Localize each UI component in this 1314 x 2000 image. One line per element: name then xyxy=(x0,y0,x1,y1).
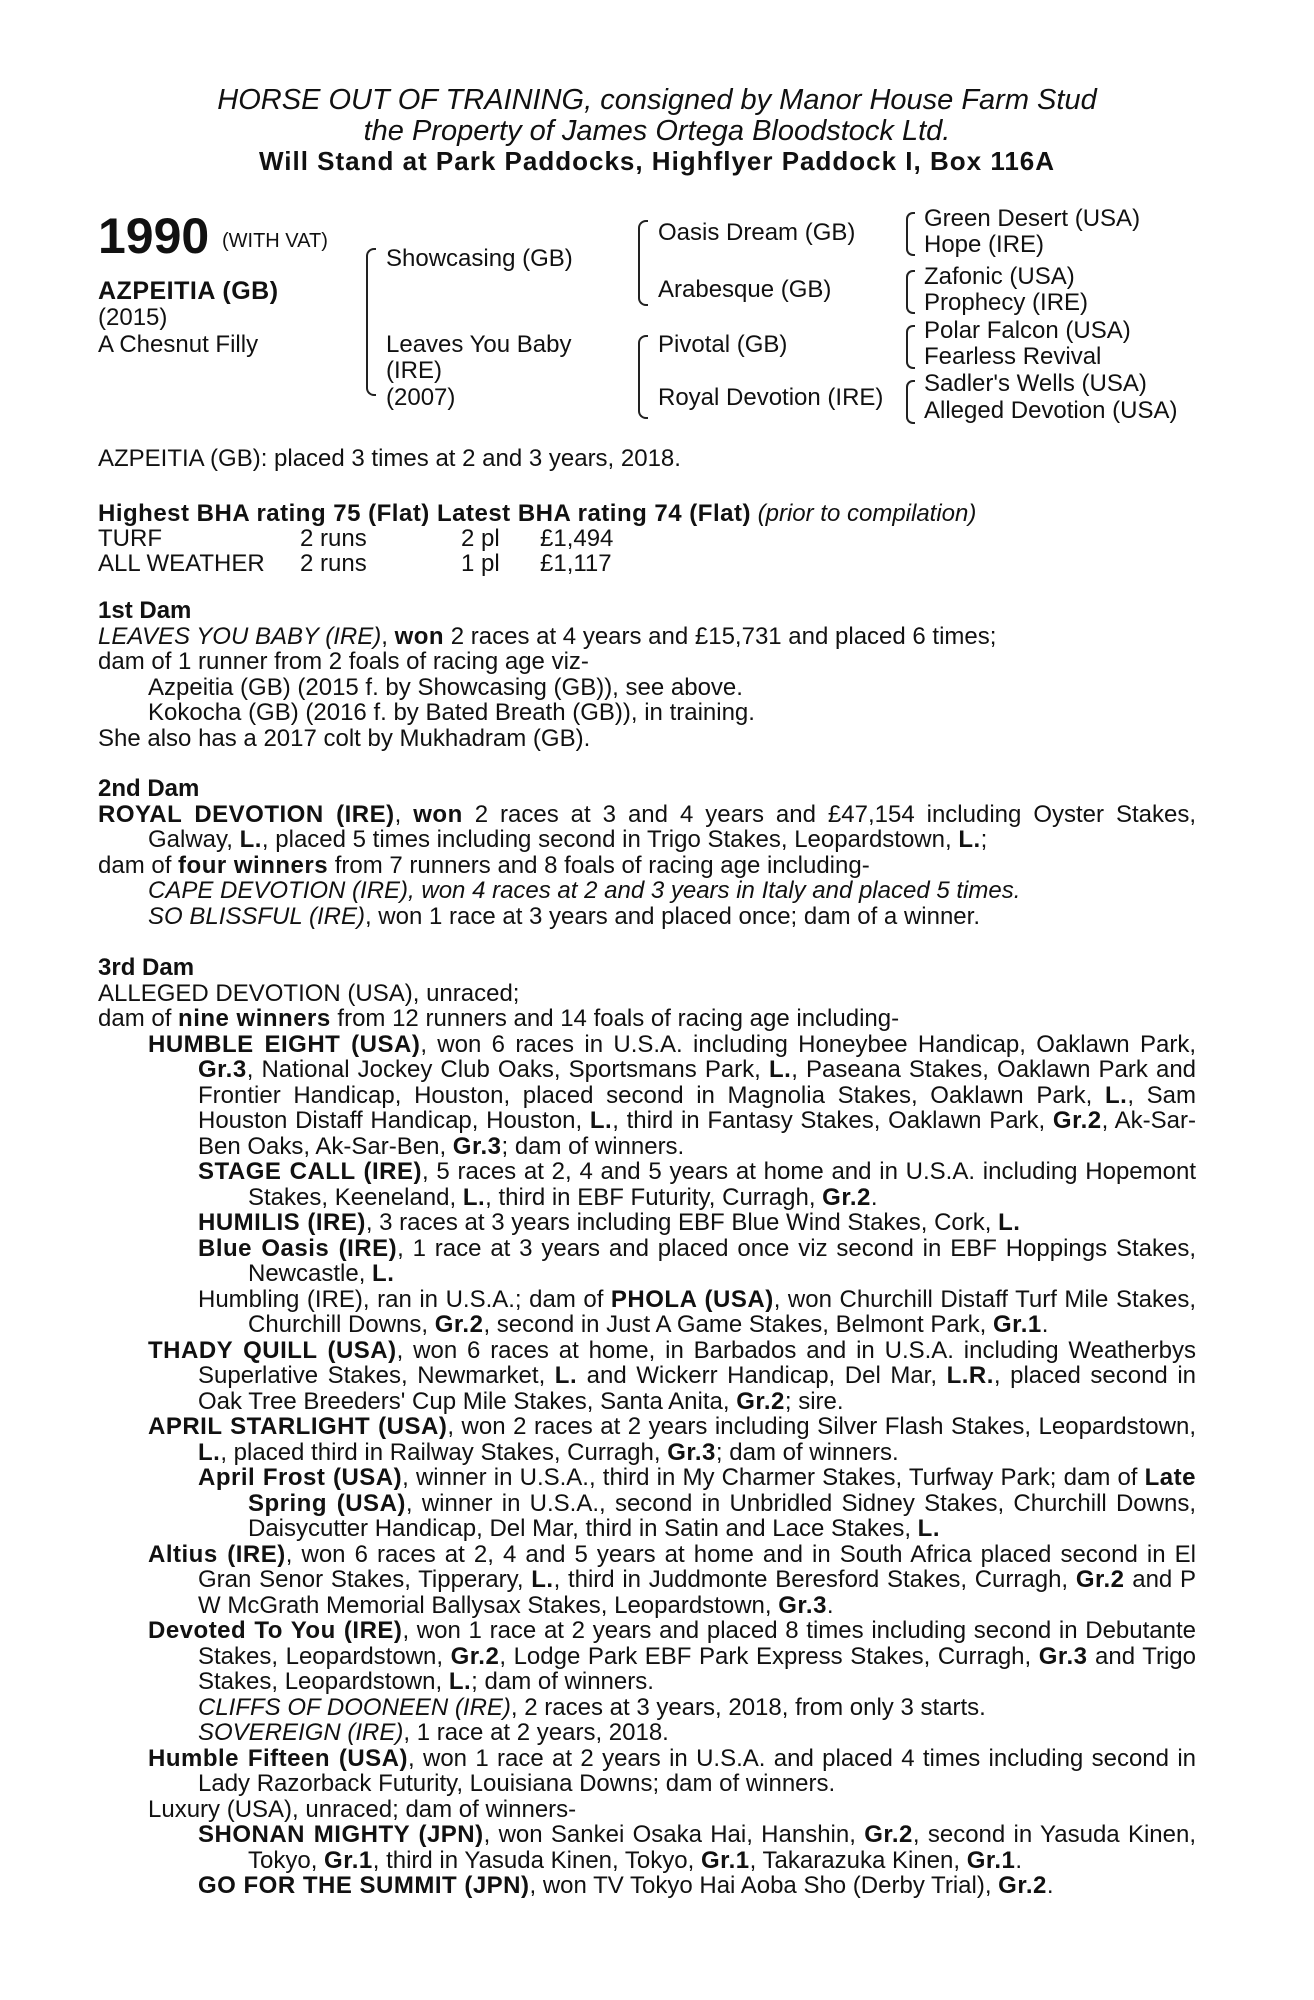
t: Gr.3 xyxy=(667,1438,716,1466)
consignor-line: HORSE OUT OF TRAINING, consigned by Manor House Farm Stud xyxy=(217,84,1097,116)
t: L. xyxy=(768,1056,792,1083)
t: L. xyxy=(462,1183,486,1211)
t: Gr.2 xyxy=(822,1183,871,1211)
t: Gr.2 xyxy=(450,1642,500,1670)
first-dam-note: She also has a 2017 colt by Mukhadram (GB). xyxy=(98,724,591,752)
pedigree-brace-2a xyxy=(638,220,648,306)
t: . xyxy=(1046,1872,1054,1899)
t: Blue Oasis (IRE) xyxy=(198,1234,398,1262)
entry-april-starlight xyxy=(98,1414,1196,1465)
dsd: Fearless Revival xyxy=(924,343,1102,370)
t: Gr.3 xyxy=(1038,1642,1088,1670)
ssd: Hope (IRE) xyxy=(924,231,1045,258)
entry-go-for-the-summit xyxy=(98,1873,1196,1899)
t: , second in Just A Game Stakes, Belmont Park, xyxy=(483,1311,994,1338)
first-dam-rest: 2 races at 4 years and £15,731 and placed 6 times; xyxy=(444,622,997,650)
t: Gr.2 xyxy=(1052,1107,1102,1134)
first-dam-section xyxy=(98,598,1196,751)
t: , won TV Tokyo Hai Aoba Sho (Derby Trial), xyxy=(529,1872,999,1899)
t: dam of xyxy=(98,851,179,879)
t: , 1 race at 3 years and placed once viz second in EBF Hoppings Stakes, Newcastle, xyxy=(248,1234,1196,1287)
race-summary: AZPEITIA (GB): placed 3 times at 2 and 3 years, 2018. xyxy=(98,445,681,472)
t: , won Churchill Distaff Turf Mile Stakes, Churchill Downs, xyxy=(248,1285,1196,1338)
entry-sovereign xyxy=(98,1720,1196,1746)
t: , won 1 race at 2 years and placed 8 times including second in Debutante Stakes, Leopardstown, xyxy=(198,1617,1196,1670)
t: L. xyxy=(554,1362,578,1389)
t: ; dam of winners. xyxy=(471,1668,654,1695)
progeny-1: Azpeitia (GB) (2015 f. by Showcasing (GB)), see above. xyxy=(148,673,743,701)
t: SO BLISSFUL (IRE) xyxy=(148,902,365,930)
horse-name: AZPEITIA (GB) xyxy=(98,277,279,305)
entry-humble-eight xyxy=(98,1032,1196,1160)
entry-shonan-mighty xyxy=(98,1822,1196,1873)
third-dam-produce xyxy=(98,1006,1196,1032)
second-dam-name: ROYAL DEVOTION (IRE) xyxy=(98,800,395,828)
t: Gr.2 xyxy=(1075,1566,1125,1593)
dam-dam: Royal Devotion (IRE) xyxy=(658,384,884,411)
third-dam-record: ALLEGED DEVOTION (USA), unraced; xyxy=(98,979,520,1007)
horse-description: A Chesnut Filly xyxy=(98,331,259,358)
sdd: Prophecy (IRE) xyxy=(924,289,1089,316)
entry-april-frost xyxy=(98,1465,1196,1542)
sire: Showcasing (GB) xyxy=(386,245,573,272)
t: , third in Yasuda Kinen, Tokyo, xyxy=(372,1846,701,1874)
t: April Frost (USA) xyxy=(198,1464,403,1491)
t: CLIFFS OF DOONEEN (IRE) xyxy=(198,1693,511,1721)
t: , won 1 race at 3 years and placed once; dam of a winner. xyxy=(364,902,980,930)
t: L. xyxy=(1105,1081,1128,1109)
t: nine winners xyxy=(178,1005,331,1032)
entry-devoted-to-you xyxy=(98,1618,1196,1695)
sire-dam: Arabesque (GB) xyxy=(658,276,832,303)
first-dam-heading: 1st Dam xyxy=(98,597,192,624)
t: . xyxy=(1015,1846,1023,1874)
t: , won 1 race at 2 years in U.S.A. and placed 4 times including second in Lady Razorback Futurity, Louisiana Downs; dam of winners. xyxy=(198,1744,1197,1797)
t: L. xyxy=(998,1209,1021,1236)
t: , 3 races at 3 years including EBF Blue Wind Stakes, Cork, xyxy=(365,1209,999,1236)
t: Gr.3 xyxy=(452,1132,502,1160)
rating-text: Highest BHA rating 75 (Flat) Latest BHA rating 74 (Flat) xyxy=(98,500,751,527)
t: , placed 5 times including second in Trigo Stakes, Leopardstown, xyxy=(261,826,959,853)
t: , Ak-Sar-Ben Oaks, Ak-Sar-Ben, xyxy=(198,1107,1197,1160)
t: , Sam Houston Distaff Handicap, Houston, xyxy=(198,1081,1196,1134)
vat-note: (WITH VAT) xyxy=(222,230,328,252)
bha-rating xyxy=(98,500,976,528)
dam-country: (IRE) xyxy=(386,357,442,384)
progeny-cape-devotion xyxy=(98,878,1196,904)
t: . xyxy=(826,1591,834,1619)
t: , third in Juddmonte Beresford Stakes, Curragh, xyxy=(553,1566,1076,1593)
t: from 7 runners and 8 foals of racing age including- xyxy=(328,851,870,879)
won-label: won xyxy=(394,622,445,650)
pedigree-brace-3d xyxy=(906,380,915,424)
t: and P W McGrath Memorial Ballysax Stakes, Leopardstown, xyxy=(198,1566,1196,1619)
t: Altius (IRE) xyxy=(148,1540,286,1568)
t: Gr.1 xyxy=(324,1846,373,1874)
t: , second in Yasuda Kinen, Tokyo, xyxy=(248,1821,1196,1874)
t: four winners xyxy=(178,851,329,879)
t: Gr.3 xyxy=(198,1056,247,1083)
t: , won 6 races at 2, 4 and 5 years at home and in South Africa placed second in El Gran Senor Stakes, Tipperary, xyxy=(198,1540,1197,1593)
t: Gr.2 xyxy=(864,1821,913,1848)
t: CAPE DEVOTION (IRE) xyxy=(148,877,409,904)
t: Humbling (IRE), ran in U.S.A.; dam of xyxy=(198,1285,611,1313)
t: , won Sankei Osaka Hai, Hanshin, xyxy=(483,1821,865,1848)
second-dam-heading: 2nd Dam xyxy=(98,775,200,802)
t: , 1 race at 2 years, 2018. xyxy=(403,1719,669,1746)
t: ; dam of winners. xyxy=(501,1132,685,1160)
t: GO FOR THE SUMMIT (JPN) xyxy=(198,1872,530,1899)
t: Devoted To You (IRE) xyxy=(148,1617,403,1644)
third-dam-section xyxy=(98,955,1196,1899)
surface: TURF xyxy=(98,525,162,552)
entry-blue-oasis xyxy=(98,1236,1196,1287)
runs-row-all-weather xyxy=(98,551,613,576)
t: , 5 races at 2, 4 and 5 years at home and in U.S.A. including Hopemont Stakes, Keeneland, xyxy=(248,1158,1196,1211)
progeny-so-blissful xyxy=(98,904,1196,930)
t: dam of xyxy=(98,1005,179,1032)
t: APRIL STARLIGHT (USA) xyxy=(148,1413,448,1440)
first-dam-produce: dam of 1 runner from 2 foals of racing age viz- xyxy=(98,648,589,675)
t: and Trigo Stakes, Leopardstown, xyxy=(198,1642,1197,1695)
t: HUMBLE EIGHT (USA) xyxy=(148,1030,421,1058)
won-label: won xyxy=(413,800,463,828)
property-line: the Property of James Ortega Bloodstock Ltd. xyxy=(363,115,951,147)
entry-humbling xyxy=(98,1287,1196,1338)
pedigree-brace-2b xyxy=(638,335,648,419)
sire-sire: Oasis Dream (GB) xyxy=(658,219,856,246)
t: L. xyxy=(198,1438,221,1466)
t: , Takarazuka Kinen, xyxy=(749,1846,967,1874)
t: Gr.1 xyxy=(966,1846,1016,1874)
t: HUMILIS (IRE) xyxy=(198,1209,366,1236)
stand-location: Will Stand at Park Paddocks, Highflyer Paddock I, Box 116A xyxy=(258,146,1056,176)
t: L. xyxy=(239,826,262,853)
progeny-2: Kokocha (GB) (2016 f. by Bated Breath (GB)), in training. xyxy=(148,699,755,726)
entry-humble-fifteen xyxy=(98,1746,1196,1797)
t: PHOLA (USA) xyxy=(610,1285,774,1313)
t: L. xyxy=(372,1260,395,1287)
t: L. xyxy=(531,1566,554,1593)
t: , won 4 races at 2 and 3 years in Italy and placed 5 times. xyxy=(408,877,1021,904)
runs-row-turf xyxy=(98,526,613,551)
t: . xyxy=(1041,1311,1049,1338)
runs-table xyxy=(98,526,613,576)
sss: Green Desert (USA) xyxy=(924,205,1141,232)
dss: Polar Falcon (USA) xyxy=(924,317,1131,344)
t: ; sire. xyxy=(784,1387,844,1415)
t: Humble Fifteen (USA) xyxy=(148,1744,408,1772)
prize: £1,117 xyxy=(540,550,612,577)
placed: 1 pl xyxy=(461,550,500,577)
entry-cliffs-of-dooneen xyxy=(98,1695,1196,1721)
entry-humilis xyxy=(98,1210,1196,1236)
t: , third in Fantasy Stakes, Oaklawn Park, xyxy=(612,1107,1053,1134)
t: , placed third in Railway Stakes, Curragh, xyxy=(220,1438,668,1466)
t: Gr.1 xyxy=(993,1311,1042,1338)
t: STAGE CALL (IRE) xyxy=(198,1158,422,1185)
second-dam-section xyxy=(98,776,1196,929)
foaling-year: (2015) xyxy=(98,304,168,331)
t: and Wickerr Handicap, Del Mar, xyxy=(577,1362,947,1389)
t: , won 6 races at home, in Barbados and in U.S.A. including Weatherbys Superlative Stakes, Newmarket, xyxy=(198,1336,1196,1389)
t: SHONAN MIGHTY (JPN) xyxy=(198,1821,484,1848)
t: ; xyxy=(980,826,988,853)
entry-luxury: Luxury (USA), unraced; dam of winners- xyxy=(148,1795,577,1823)
t: , Lodge Park EBF Park Express Stakes, Curragh, xyxy=(499,1642,1039,1670)
t: L.R. xyxy=(946,1362,994,1389)
runs: 2 runs xyxy=(300,525,367,552)
pedigree-brace-3b xyxy=(906,270,915,314)
t: , won 2 races at 2 years including Silver Flash Stakes, Leopardstown, xyxy=(447,1413,1196,1440)
t: L. xyxy=(448,1668,472,1695)
t: Gr.3 xyxy=(778,1591,827,1619)
first-dam-record: LEAVES YOU BABY (IRE), won 2 races at 4 years and £15,731 and placed 6 times; xyxy=(98,622,997,650)
t: THADY QUILL (USA) xyxy=(148,1336,397,1364)
t: L. xyxy=(958,826,981,853)
placed: 2 pl xyxy=(461,525,500,552)
first-dam-name: LEAVES YOU BABY (IRE) xyxy=(98,622,382,650)
t: L. xyxy=(917,1515,940,1542)
lot-number: 1990 xyxy=(98,208,210,264)
dam-year: (2007) xyxy=(386,384,456,411)
t: L. xyxy=(589,1107,613,1134)
rating-note: (prior to compilation) xyxy=(757,500,977,527)
t: , placed second in Oak Tree Breeders' Cup Mile Stakes, Santa Anita, xyxy=(198,1362,1197,1415)
second-dam-produce xyxy=(98,853,1196,879)
pedigree-brace-3c xyxy=(906,325,915,369)
prize: £1,494 xyxy=(540,525,614,552)
dam-name: Leaves You Baby xyxy=(386,331,572,358)
t: . xyxy=(870,1183,878,1211)
t: SOVEREIGN (IRE) xyxy=(198,1719,404,1746)
t: ; dam of winners. xyxy=(715,1438,899,1466)
t: , third in EBF Futurity, Curragh, xyxy=(485,1183,823,1211)
entry-stage-call xyxy=(98,1159,1196,1210)
t: Gr.2 xyxy=(434,1311,484,1338)
pedigree-brace-1 xyxy=(366,248,376,396)
entry-thady-quill xyxy=(98,1338,1196,1415)
t: Gr.2 xyxy=(998,1872,1047,1899)
t: , National Jockey Club Oaks, Sportsmans Park, xyxy=(246,1056,769,1083)
t: , winner in U.S.A., third in My Charmer Stakes, Turfway Park; dam of xyxy=(402,1464,1145,1491)
surface: ALL WEATHER xyxy=(98,550,265,577)
t: , 2 races at 3 years, 2018, from only 3 starts. xyxy=(510,1693,986,1721)
third-dam-heading: 3rd Dam xyxy=(98,954,195,981)
ddd: Alleged Devotion (USA) xyxy=(924,397,1178,424)
t: 2 races at 3 and 4 years and £47,154 including Oyster Stakes, Galway, xyxy=(148,800,1196,853)
t: from 12 runners and 14 foals of racing age including- xyxy=(330,1005,900,1032)
t: Gr.2 xyxy=(736,1387,785,1415)
t: , won 6 races in U.S.A. including Honeybee Handicap, Oaklawn Park, xyxy=(420,1030,1196,1058)
entry-altius xyxy=(98,1542,1196,1619)
t: Late Spring (USA) xyxy=(248,1464,1196,1517)
dds: Sadler's Wells (USA) xyxy=(924,370,1147,397)
sds: Zafonic (USA) xyxy=(924,263,1075,290)
runs: 2 runs xyxy=(300,550,367,577)
t: , Paseana Stakes, Oaklawn Park and Frontier Handicap, Houston, placed second in Magnolia Stakes, Oaklawn Park, xyxy=(198,1056,1197,1109)
second-dam-record: ROYAL DEVOTION (IRE), won 2 races at 3 and 4 years and £47,154 including Oyster Stakes, Galway, L., placed 5 times including second in Trigo Stakes, Leopardstown, L.; xyxy=(98,800,1196,853)
pedigree-brace-3a xyxy=(906,212,915,256)
t: Gr.1 xyxy=(700,1846,750,1874)
dam-sire: Pivotal (GB) xyxy=(658,331,788,358)
t: , winner in U.S.A., second in Unbridled Sidney Stakes, Churchill Downs, Daisycutter Handicap, Del Mar, third in Satin and Lace Stakes, xyxy=(248,1489,1197,1542)
